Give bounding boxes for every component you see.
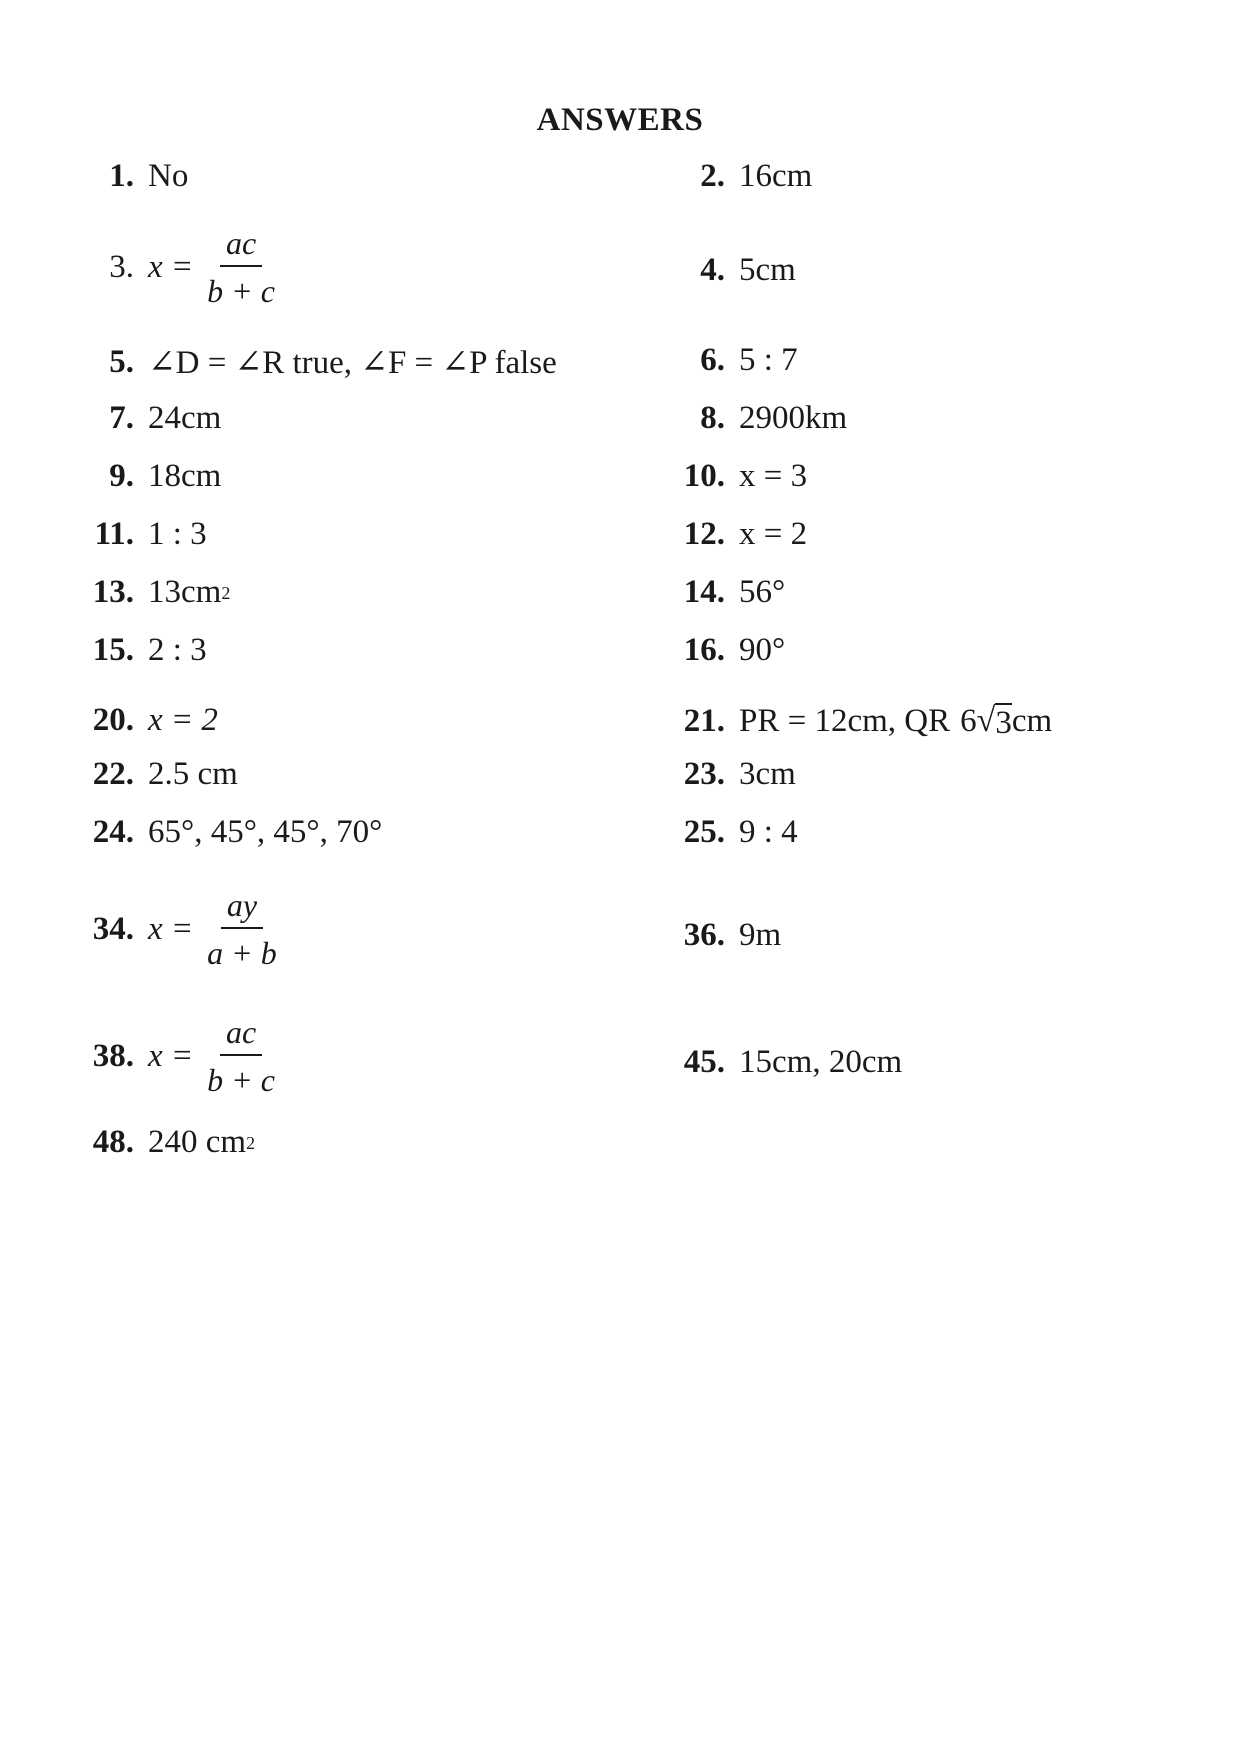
fraction [201,887,283,971]
radical-unit: cm [1011,703,1053,739]
answer-number: 8. [700,400,725,436]
fraction-numerator: ac [220,1014,262,1056]
answer-formula [148,225,281,309]
answer-number: 48. [92,1124,134,1160]
answer-number: 10. [683,458,725,494]
answer-number: 38. [92,1037,134,1074]
formula-lhs: x = [148,248,194,285]
answer-value: x = 3 [739,458,808,494]
formula-lhs: x = [148,1037,194,1074]
answer-5 [74,342,557,382]
answer-13 [74,574,230,611]
answer-number: 25. [683,814,725,850]
answer-number: 14. [683,574,725,610]
answer-value: 16cm [739,158,813,194]
fraction-denominator: a + b [207,935,277,971]
answer-formula [148,887,283,971]
answer-48 [74,1124,255,1161]
answer-1 [74,158,188,195]
answer-value: 56° [739,574,786,610]
answer-value: 5cm [739,252,796,288]
page-title: ANSWERS [536,102,704,138]
answer-formula [148,1014,281,1098]
answer-value: 2900km [739,400,848,436]
answer-4 [665,252,796,289]
fraction-numerator: ay [221,887,263,929]
answer-20 [74,702,218,739]
answer-value: x = 2 [148,702,218,738]
answer-number: 12. [683,516,725,552]
fraction-denominator: b + c [207,1062,275,1098]
answer-34 [74,887,283,971]
answer-value: 9m [739,917,782,953]
answer-number: 7. [109,400,134,436]
answer-11 [74,516,207,553]
radical-coefficient: 6 [960,703,977,739]
answer-45 [665,1044,902,1081]
fraction-numerator: ac [220,225,262,267]
answer-23 [665,756,796,793]
formula-lhs: x = [148,910,194,947]
answer-25 [665,814,798,851]
answer-value [739,702,1052,740]
answer-value-text: 13cm [148,574,222,610]
answer-value: 1 : 3 [148,516,207,552]
answer-value: 2.5 cm [148,756,238,792]
answer-9 [74,458,221,495]
sqrt-sign: √ [976,702,996,739]
answer-16 [665,632,785,669]
answer-number: 4. [700,252,725,288]
answer-21 [665,702,1052,740]
answer-38 [74,1014,281,1098]
answer-value: 18cm [148,458,222,494]
answer-number: 22. [92,756,134,792]
answer-2 [665,158,812,195]
radical-expression [960,702,1052,740]
answer-number: 5. [109,343,134,380]
answer-number: 24. [92,814,134,850]
answer-number: 3. [109,248,134,285]
answer-value-text: PR = 12cm, QR [739,702,951,739]
answer-number: 21. [683,702,725,739]
answer-value: 15cm, 20cm [739,1044,903,1080]
answer-number: 9. [109,458,134,494]
answer-22 [74,756,238,793]
answer-value: 24cm [148,400,222,436]
answer-value: ∠D = ∠R true, ∠F = ∠P false [148,345,557,381]
answer-number: 2. [700,158,725,194]
answer-number: 36. [683,917,725,953]
answer-6 [665,342,798,379]
answer-number: 11. [94,516,134,552]
answer-number: 23. [683,756,725,792]
answer-value: 240 cm 2 [148,1124,256,1160]
answer-value: 2 : 3 [148,632,207,668]
answer-3 [74,225,281,309]
answer-number: 34. [92,910,134,947]
answer-24 [74,814,382,851]
fraction [201,225,281,309]
answer-number: 15. [92,632,134,668]
answer-15 [74,632,207,669]
answer-36 [665,917,781,954]
answer-number: 45. [683,1044,725,1080]
answer-12 [665,516,807,553]
answer-number: 1. [109,158,134,194]
answer-value-text: 240 cm [148,1124,247,1160]
answer-value: 9 : 4 [739,814,798,850]
answer-value: No [148,158,189,194]
answer-value: 13cm 2 [148,574,231,610]
fraction [201,1014,281,1098]
answer-number: 20. [92,702,134,738]
answer-value: 3cm [739,756,796,792]
answer-7 [74,400,221,437]
answer-number: 6. [700,342,725,378]
answer-value: 90° [739,632,786,668]
fraction-denominator: b + c [207,273,275,309]
answer-number: 16. [683,632,725,668]
answer-10 [665,458,807,495]
answer-14 [665,574,785,611]
radicand: 3 [995,705,1012,741]
answer-value: x = 2 [739,516,808,552]
answer-value: 5 : 7 [739,342,798,378]
answer-value: 65°, 45°, 45°, 70° [148,814,383,850]
answer-number: 13. [92,574,134,610]
answer-8 [665,400,847,437]
